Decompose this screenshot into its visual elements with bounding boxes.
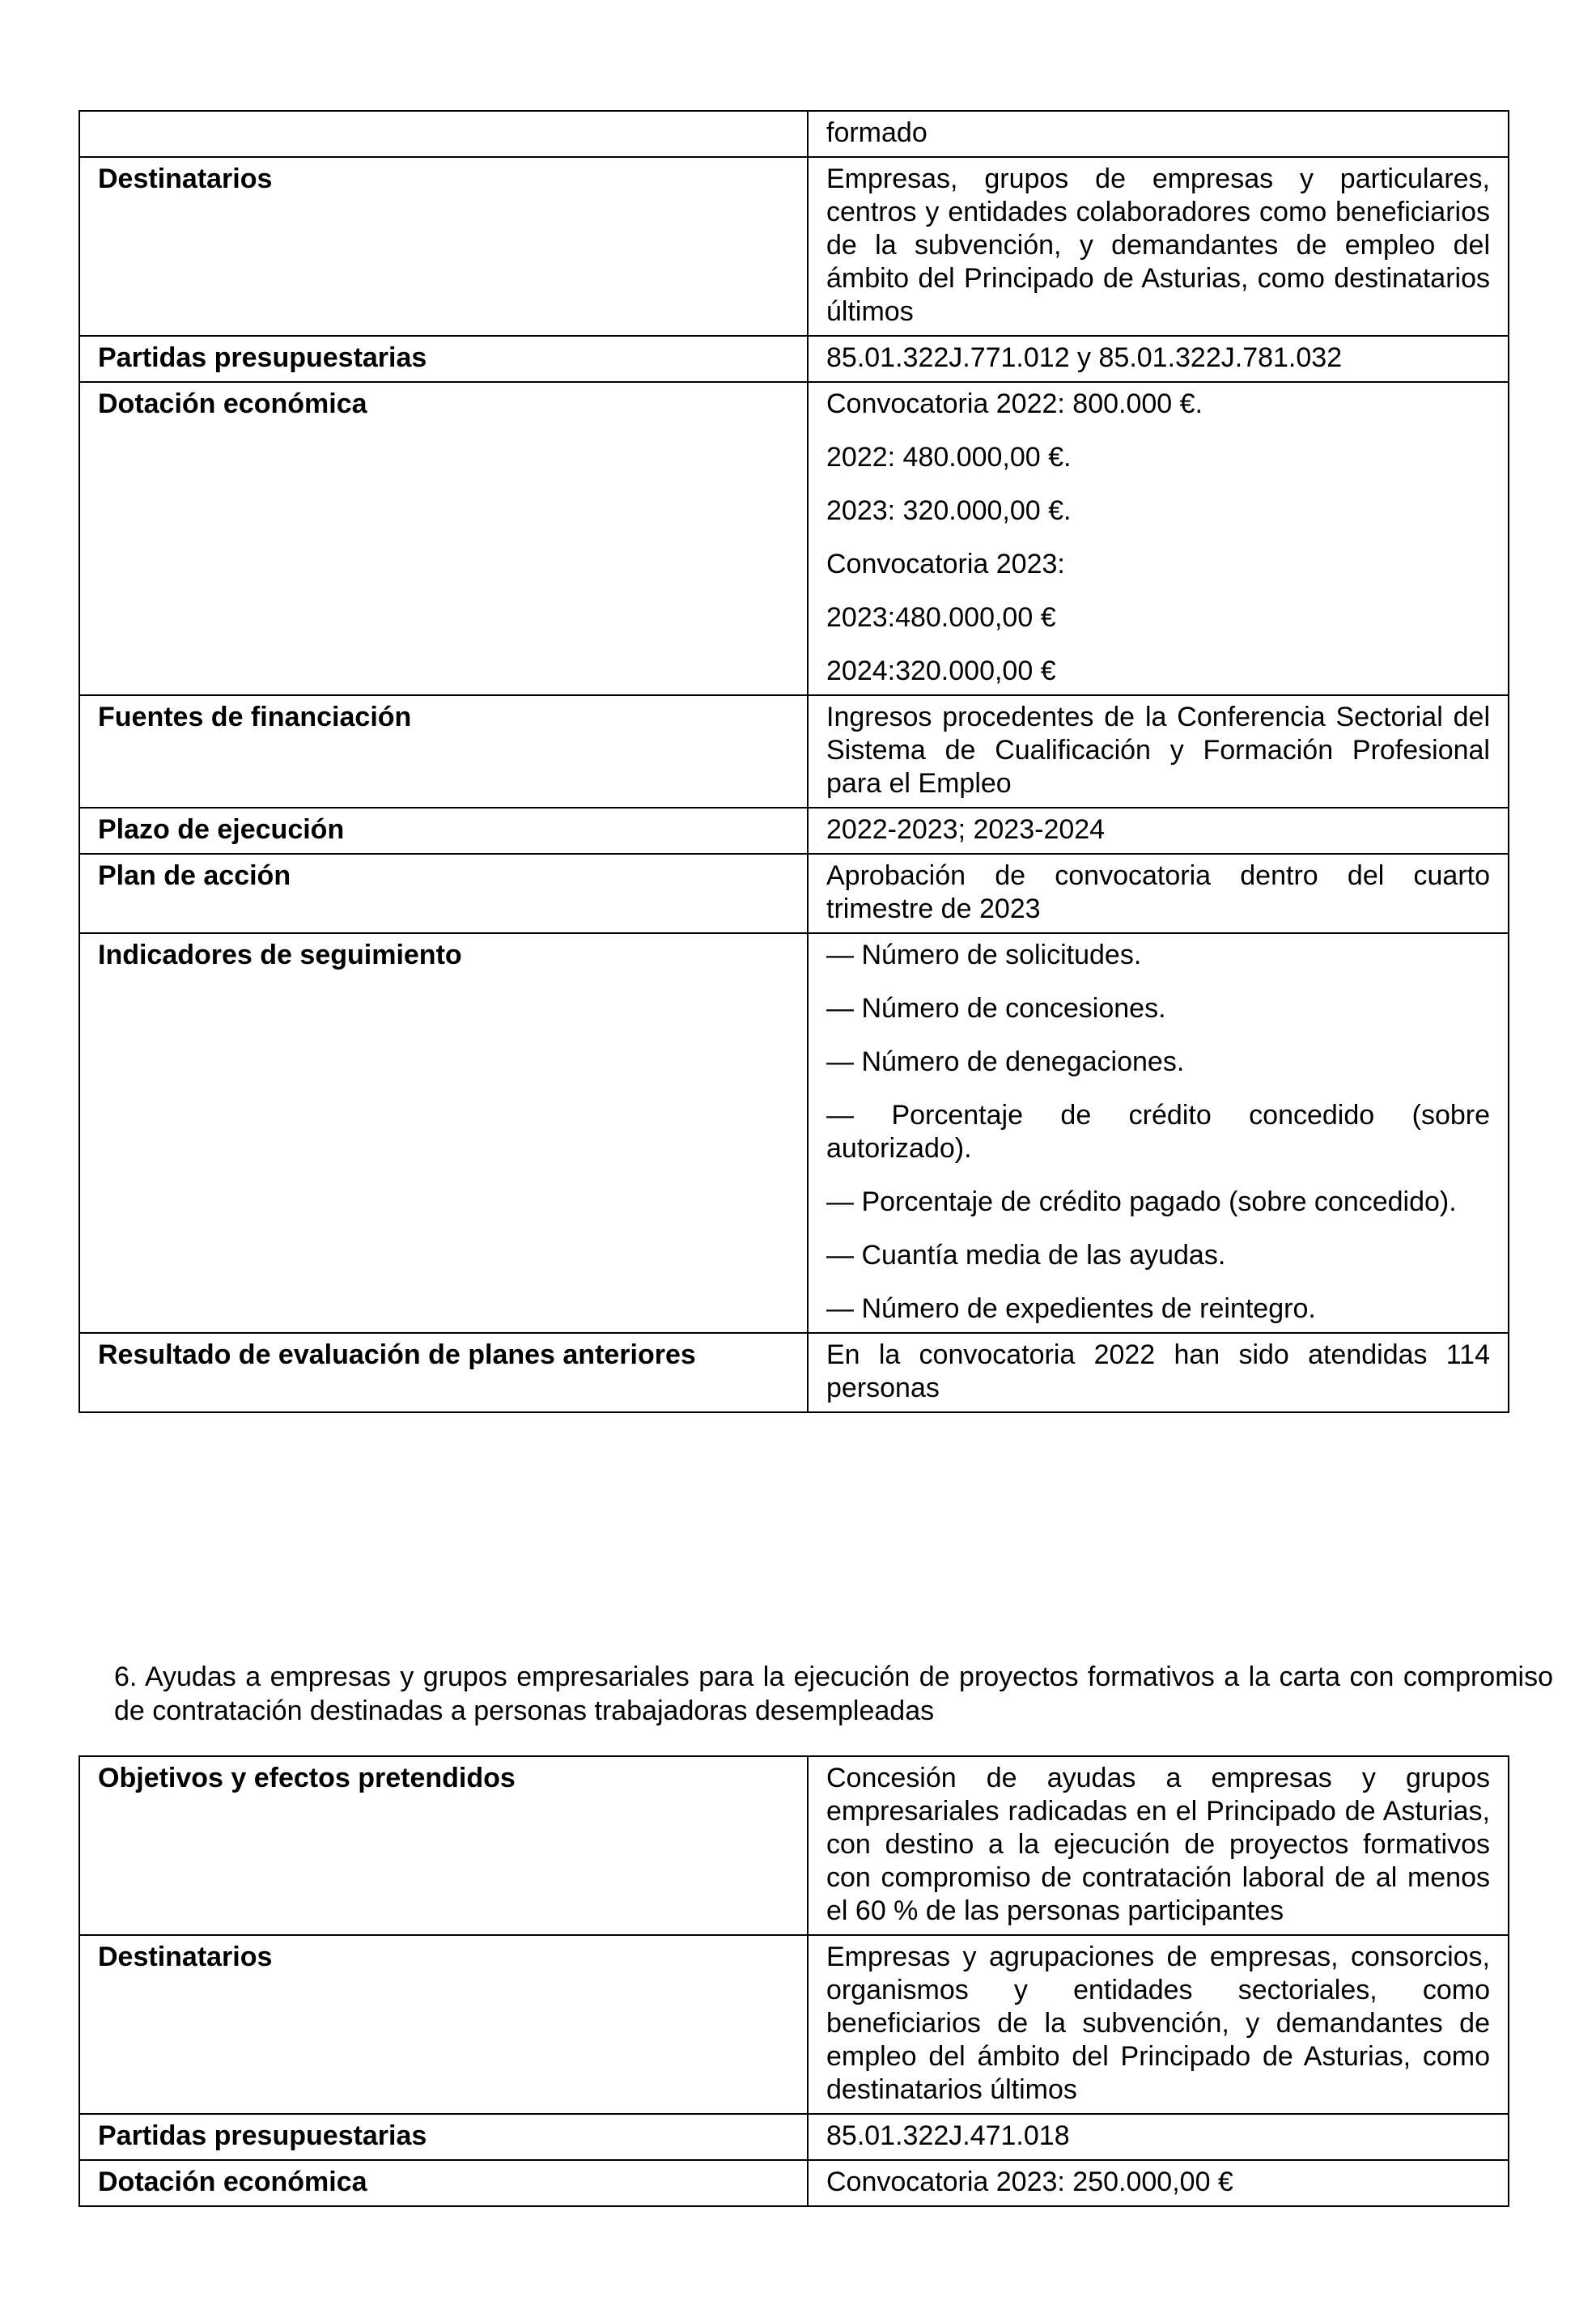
row-value (808, 808, 1509, 854)
row-label: Dotación económica (79, 382, 808, 695)
value-paragraph: 2024:320.000,00 € (826, 656, 1056, 686)
row-value (808, 2160, 1509, 2206)
row-label: Objetivos y efectos pretendidos (79, 1756, 808, 1935)
row-value (808, 111, 1509, 157)
value-paragraph: Concesión de ayudas a empresas y grupos empresariales radicadas en el Principado de Asturias, con destino a la ejecución de proyectos formativos con compromiso de contratación laboral de al menos el 60 % de las personas participantes (826, 1763, 1490, 1926)
value-paragraph: Ingresos procedentes de la Conferencia Sectorial del Sistema de Cualificación y Formación Profesional para el Empleo (826, 702, 1490, 799)
value-paragraph: — Número de denegaciones. (826, 1046, 1185, 1077)
row-label: Resultado de evaluación de planes anteriores (79, 1333, 808, 1412)
table-row (79, 336, 1509, 382)
row-value (808, 1333, 1509, 1412)
row-label: Partidas presupuestarias (79, 336, 808, 382)
row-value (808, 1935, 1509, 2114)
row-value (808, 382, 1509, 695)
row-label: Partidas presupuestarias (79, 2114, 808, 2160)
table-row (79, 2160, 1509, 2206)
plan-table-section-5 (79, 110, 1509, 1413)
value-paragraph: formado (826, 117, 927, 148)
row-label: Plazo de ejecución (79, 808, 808, 854)
row-label: Dotación económica (79, 2160, 808, 2206)
table-row (79, 1333, 1509, 1412)
row-value (808, 854, 1509, 933)
value-paragraph: 2023:480.000,00 € (826, 602, 1056, 633)
row-value (808, 157, 1509, 336)
value-paragraph: 85.01.322J.771.012 y 85.01.322J.781.032 (826, 342, 1343, 373)
table-row (79, 854, 1509, 933)
table-row (79, 111, 1509, 157)
table-row (79, 157, 1509, 336)
value-paragraph: Empresas, grupos de empresas y particulares, centros y entidades colaboradores como beneficiarios de la subvención, y demandantes de empleo del ámbito del Principado de Asturias, como destinatarios últimos (826, 163, 1490, 327)
value-paragraph: — Número de concesiones. (826, 993, 1166, 1024)
row-label: Indicadores de seguimiento (79, 933, 808, 1333)
plan-table-section-6 (79, 1755, 1509, 2207)
plan-table-body (79, 111, 1509, 1412)
row-label: Destinatarios (79, 157, 808, 336)
row-value (808, 336, 1509, 382)
value-paragraph: — Porcentaje de crédito pagado (sobre concedido). (826, 1186, 1457, 1217)
value-paragraph: 2022: 480.000,00 €. (826, 442, 1072, 473)
value-paragraph: — Número de solicitudes. (826, 940, 1142, 970)
value-paragraph: Convocatoria 2022: 800.000 €. (826, 388, 1203, 419)
row-label: Plan de acción (79, 854, 808, 933)
value-paragraph: 2023: 320.000,00 €. (826, 495, 1072, 526)
value-paragraph: Empresas y agrupaciones de empresas, consorcios, organismos y entidades sectoriales, como beneficiarios de la subvención, y demandantes de empleo del ámbito del Principado de Asturias, como destinatarios últimos (826, 1942, 1490, 2105)
row-label (79, 111, 808, 157)
table-row (79, 382, 1509, 695)
row-label: Fuentes de financiación (79, 695, 808, 808)
value-paragraph: — Número de expedientes de reintegro. (826, 1293, 1316, 1324)
value-paragraph: — Cuantía media de las ayudas. (826, 1240, 1226, 1271)
row-value (808, 2114, 1509, 2160)
table-row (79, 933, 1509, 1333)
row-label: Destinatarios (79, 1935, 808, 2114)
row-value (808, 695, 1509, 808)
value-paragraph: Convocatoria 2023: (826, 549, 1065, 579)
table-row (79, 1935, 1509, 2114)
value-paragraph: 85.01.322J.471.018 (826, 2120, 1070, 2151)
table-row (79, 695, 1509, 808)
value-paragraph: Aprobación de convocatoria dentro del cuarto trimestre de 2023 (826, 860, 1490, 924)
row-value (808, 933, 1509, 1333)
plan-table-body (79, 1756, 1509, 2206)
value-paragraph: Convocatoria 2023: 250.000,00 € (826, 2167, 1233, 2197)
value-paragraph: En la convocatoria 2022 han sido atendidas 114 personas (826, 1339, 1490, 1403)
section-6-heading: 6. Ayudas a empresas y grupos empresariales para la ejecución de proyectos formativos a la carta con compromiso de contratación destinadas a personas trabajadoras desempleadas (114, 1662, 1553, 1726)
table-row (79, 1756, 1509, 1935)
value-paragraph: — Porcentaje de crédito concedido (sobre autorizado). (826, 1100, 1490, 1164)
row-value (808, 1756, 1509, 1935)
table-row (79, 808, 1509, 854)
table-row (79, 2114, 1509, 2160)
value-paragraph: 2022-2023; 2023-2024 (826, 814, 1106, 845)
